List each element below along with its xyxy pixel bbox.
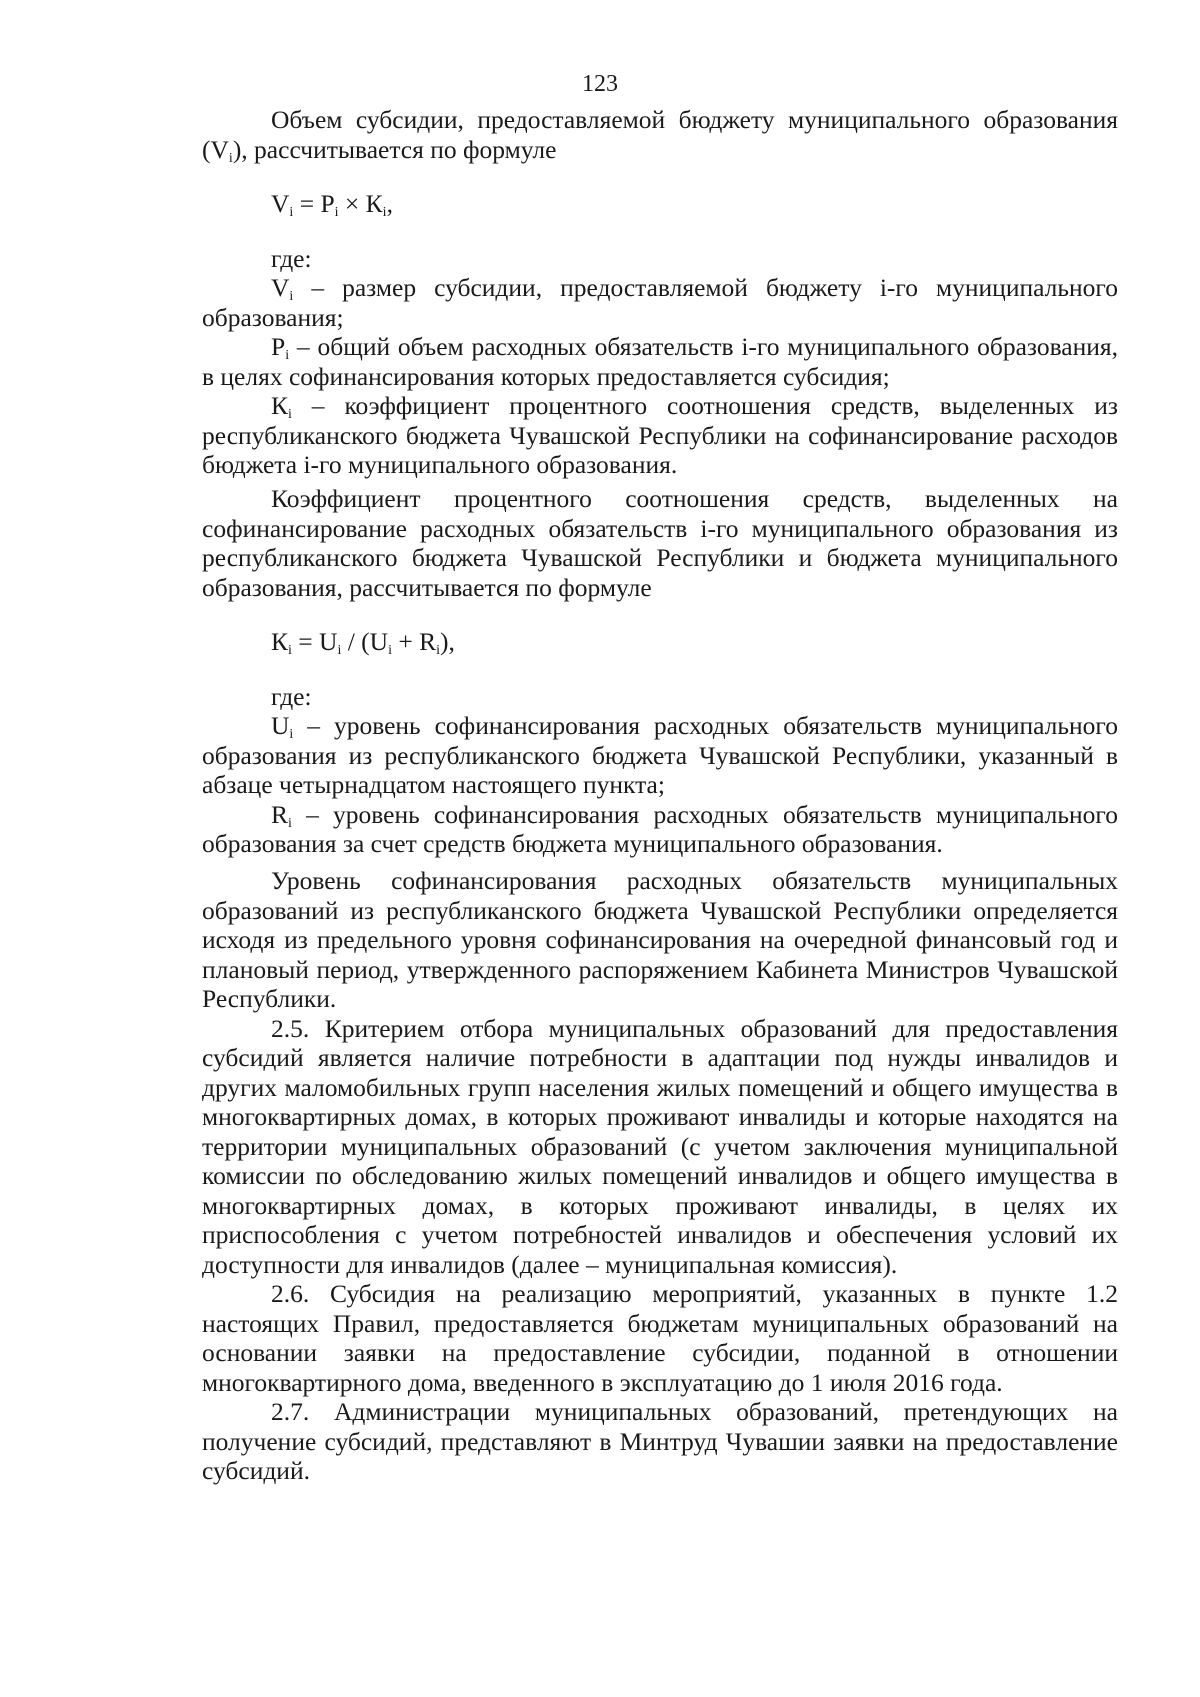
definition-k: $К_i$ – коэффициент процентного соотношения средств, выделенных из республиканского бюджета Чувашской Республики на софинансирование расходов бюджета i-го муниципального образования.: [202, 391, 1118, 479]
definition-p: $P_i$ – общий объем расходных обязательств i-го муниципального образования, в целях софинансирования которых предоставляется субсидия;: [202, 332, 1118, 391]
where-label-2: где:: [271, 681, 312, 711]
definition-v: $V_i$ – размер субсидии, предоставляемой бюджету i-го муниципального образования;: [202, 273, 1118, 332]
definition-u: $U_i$ – уровень софинансирования расходных обязательств муниципального образования из республиканского бюджета Чувашской Республики, указанный в абзаце четырнадцатом настоящего пункта;: [202, 711, 1118, 799]
clause-2-6: 2.6. Субсидия на реализацию мероприятий, указанных в пункте 1.2 настоящих Правил, предоставляется бюджетам муниципальных образований на основании заявки на предоставление субсидии, поданной в отношении многоквартирного дома, введенного в эксплуатацию до 1 июля 2016 года.: [202, 1279, 1118, 1397]
paragraph-subsidy-volume: Объем субсидии, предоставляемой бюджету муниципального образования $(V_i)$, рассчитывается по формуле: [202, 105, 1118, 166]
clause-2-5: 2.5. Критерием отбора муниципальных образований для предоставления субсидий является наличие потребности в адаптации под нужды инвалидов и других маломобильных групп населения жилых помещений и общего имущества в многоквартирных домах, в которых проживают инвалиды и которые находятся на территории муниципальных образований (с учетом заключения муниципальной комиссии по обследованию жилых помещений инвалидов и общего имущества в многоквартирных домах, в которых проживают инвалиды, в целях их приспособления с учетом потребностей инвалидов и обеспечения условий их доступности для инвалидов (далее – муниципальная комиссия).: [202, 1013, 1118, 1279]
page-number: 123: [582, 71, 618, 97]
coefficient-section: [202, 484, 1118, 859]
cofinancing-section: [202, 866, 1118, 1486]
clause-2-7: 2.7. Администрации муниципальных образований, претендующих на получение субсидий, представляют в Минтруд Чувашии заявки на предоставление субсидий.: [202, 1397, 1118, 1485]
paragraph-cofinancing-level: Уровень софинансирования расходных обязательств муниципальных образований из республиканского бюджета Чувашской Республики определяется исходя из предельного уровня софинансирования на очередной финансовый год и плановый период, утвержденного распоряжением Кабинета Министров Чувашской Республики.: [202, 866, 1118, 1013]
formula-subsidy-volume: $V_i = P_i \times К_i$,: [271, 189, 393, 220]
formula-coefficient: $К_i = U_i / (U_i + R_i)$,: [271, 627, 455, 658]
paragraph-coefficient: Коэффициент процентного соотношения средств, выделенных на софинансирование расходных обязательств i-го муниципального образования из республиканского бюджета Чувашской Республики и бюджета муниципального образования, рассчитывается по формуле: [202, 484, 1118, 602]
definition-r: $R_i$ – уровень софинансирования расходных обязательств муниципального образования за счет средств бюджета муниципального образования.: [202, 799, 1118, 858]
subsidy-volume-section: [202, 105, 1118, 480]
where-label-1: где:: [271, 243, 312, 273]
